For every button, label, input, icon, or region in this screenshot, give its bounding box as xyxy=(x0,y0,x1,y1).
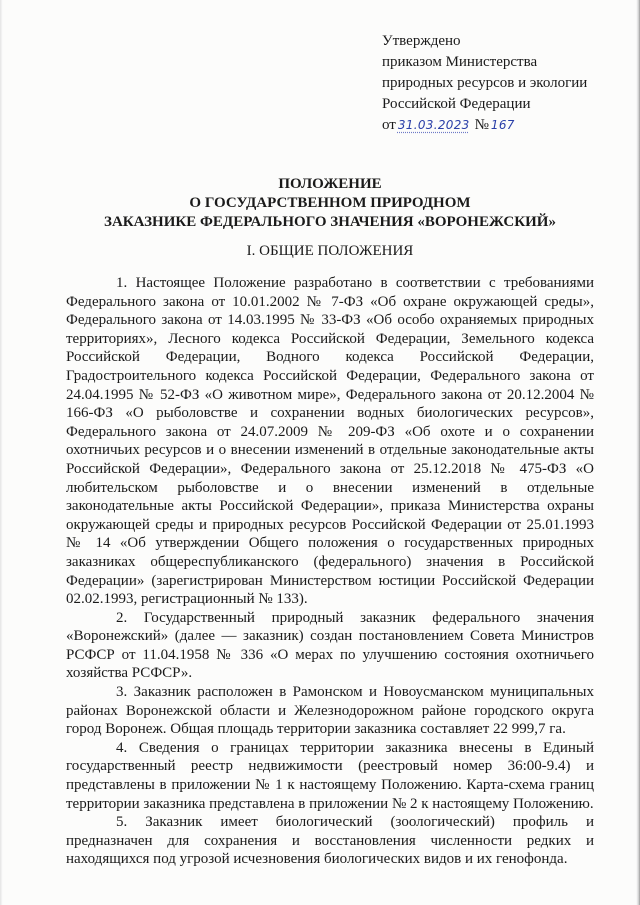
approval-line-2: приказом Министерства xyxy=(382,54,538,70)
approval-line-4: Российской Федерации xyxy=(382,96,531,112)
approval-prefix: от xyxy=(382,117,396,133)
document-body xyxy=(66,274,594,869)
number-sign: № xyxy=(474,117,489,133)
approval-line-1: Утверждено xyxy=(382,33,461,49)
paragraph-1: 1. Настоящее Положение разработано в соответствии с требованиями Федерального закона от 10.01.2002 № 7-ФЗ «Об охране окружающей среды», Федерального закона от 14.03.1995 № 33-ФЗ «Об особо охраняемых природных территориях», Лесного кодекса Российской Федерации, Земельного кодекса Российской Федерации, Водного кодекса Российской Федерации, Градостроительного кодекса Российской Федерации, Федерального закона от 24.04.1995 № 52-ФЗ «О животном мире», Федерального закона от 20.12.2004 № 166-ФЗ «О рыболовстве и сохранении водных биологических ресурсов», Федерального закона от 24.07.2009 № 209-ФЗ «Об охоте и о сохранении охотничьих ресурсов и о внесении изменений в отдельные законодательные акты Российской Федерации», Федерального закона от 25.12.2018 № 475-ФЗ «О любительском рыболовстве и о внесении изменений в отдельные законодательные акты Российской Федерации», приказа Министерства охраны окружающей среды и природных ресурсов Российской Федерации от 25.01.1993 № 14 «Об утверждении Общего положения о государственных природных заказниках общереспубликанского (федерального) значения в Российской Федерации» (зарегистрирован Министерством юстиции Российской Федерации 02.02.1993, регистрационный № 133). xyxy=(66,275,594,608)
paragraph-5: 5. Заказник имеет биологический (зоологический) профиль и предназначен для сохранения и восстановления численности редких и находящихся под угрозой исчезновения биологических видов и их генофонда. xyxy=(66,814,594,868)
paragraph-4: 4. Сведения о границах территории заказника внесены в Единый государственный реестр недвижимости (реестровый номер 36:00-9.4) и представлены в приложении № 1 к настоящему Положению. Карта-схема границ территории заказника представлена в приложении № 2 к настоящему Положению. xyxy=(66,739,594,812)
paragraph-3: 3. Заказник расположен в Рамонском и Новоусманском муниципальных районах Воронежской области и Железнодорожном районе городского округа город Воронеж. Общая площадь территории заказника составляет 22 999,7 га. xyxy=(66,684,594,738)
approval-block xyxy=(382,31,632,136)
title-line-1: ПОЛОЖЕНИЕ xyxy=(278,176,382,192)
title-line-2: О ГОСУДАРСТВЕННОМ ПРИРОДНОМ xyxy=(189,195,471,211)
title-line-3: ЗАКАЗНИКЕ ФЕДЕРАЛЬНОГО ЗНАЧЕНИЯ «ВОРОНЕЖСКИЙ» xyxy=(104,214,556,230)
scan-edge-right xyxy=(636,0,640,905)
approval-date-line xyxy=(382,115,632,136)
approval-line-3: природных ресурсов и экологии xyxy=(382,75,588,91)
handwritten-number: 167 xyxy=(490,118,515,132)
handwritten-date: 31.03.2023 xyxy=(397,118,470,132)
paragraph-2: 2. Государственный природный заказник федерального значения «Воронежский» (далее — заказник) создан постановлением Совета Министров РСФСР от 11.04.1958 № 336 «О мерах по улучшению состояния охотничьего хозяйства РСФСР». xyxy=(66,609,594,682)
scan-edge-left xyxy=(0,0,3,905)
section-heading: I. ОБЩИЕ ПОЛОЖЕНИЯ xyxy=(246,243,414,259)
document-title xyxy=(60,175,600,232)
